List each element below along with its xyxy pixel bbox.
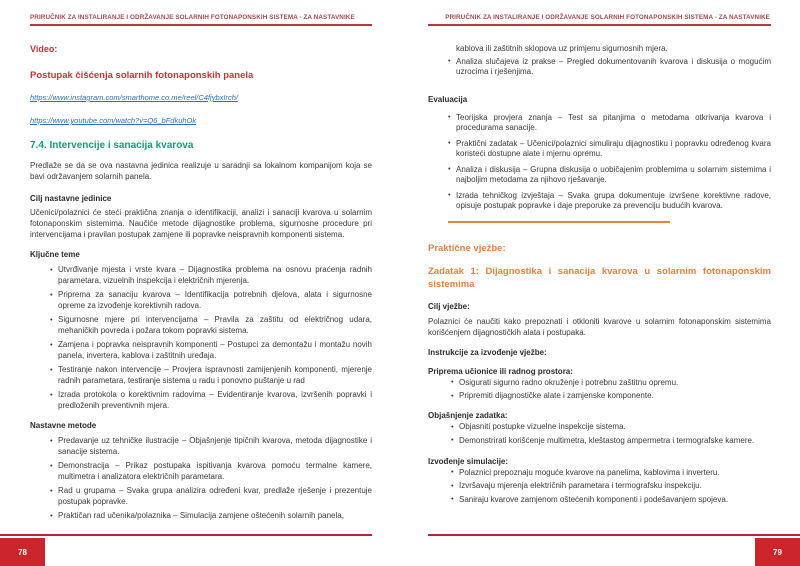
- video-label: Video:: [30, 44, 58, 54]
- page-79-content: [428, 40, 771, 508]
- task-explanation-heading: Objašnjenje zadatka:: [428, 411, 508, 420]
- list-item: • Zamjena i popravka neispravnih komponenti – Postupci za demontažu i montažu novih panela, invertera, kablova i zaštitnih uređaja.: [30, 340, 372, 361]
- running-header: PRIRUČNIK ZA INSTALIRANJE I ODRŽAVANJE SOLARNIH FOTONAPONSKIH SISTEMA - ZA NASTAVNIKE: [30, 14, 355, 21]
- evaluation-heading: Evaluacija: [428, 94, 468, 104]
- list-item: • Objasniti postupke vizuelne inspekcije sistema.: [428, 422, 771, 432]
- goal-heading: Cilj nastavne jedinice: [30, 194, 112, 203]
- teaching-methods-list: [30, 436, 372, 522]
- list-item: • Osigurati sigurno radno okruženje i potrebnu zaštitnu opremu.: [428, 378, 771, 388]
- header-rule: [30, 24, 372, 26]
- header-rule: [428, 24, 771, 26]
- case-analysis-list: [428, 57, 771, 78]
- list-item: • Sigurnosne mjere pri intervencijama – Pravila za zaštitu od električnog udara, mehaničkih povreda i požara tokom popravki sistema.: [30, 315, 372, 336]
- youtube-link[interactable]: https://www.youtube.com/watch?v=Q6_bFdkuhOk: [30, 116, 197, 125]
- key-topics-heading: Ključne teme: [30, 250, 80, 259]
- list-item: • Praktični zadatak – Učenici/polaznici simuliraju dijagnostiku i popravku određenog kvara koristeći dostupne alate i mjernu opremu.: [428, 139, 771, 160]
- list-item: • Demonstrirati korišćenje multimetra, kleštastog ampermetra i termografske kamere.: [428, 436, 771, 446]
- instructions-heading: Instrukcije za izvođenje vježbe:: [428, 347, 547, 357]
- prep-heading: Priprema učionice ili radnog prostora:: [428, 366, 573, 376]
- key-topics-list: [30, 265, 372, 411]
- list-item: • Izvršavaju mjerenja električnih parametara i termografsku inspekciju.: [428, 481, 771, 491]
- list-item: • Izrada tehničkog izvještaja – Svaka grupa dokumentuje izvršene korektivne radove, opisuje postupak popravke i daje preporuke za prevenciju budućih kvarova.: [428, 191, 771, 212]
- list-item: • Pripremiti dijagnostičke alate i zamjenske komponente.: [428, 391, 771, 401]
- teaching-methods-heading: Nastavne metode: [30, 421, 97, 430]
- section-title-7-4: 7.4. Intervencije i sanacija kvarova: [30, 140, 194, 151]
- list-item: • Priprema za sanaciju kvarova – Identifikacija potrebnih djelova, alata i sigurnosne opreme za izvođenje korektivnih radova.: [30, 290, 372, 311]
- footer-rule: [0, 534, 372, 536]
- goal-paragraph: Učenici/polaznici će steći praktična znanja o identifikaciji, analizi i sanaciji kvarova u solarnim fotonaponskim sistemima. Naučiće metode dijagnostike problema, sigurnosne procedure pri intervencijama i pravilan postupak zamjene ili popravke neispravnih komponenti sistema.: [30, 208, 372, 239]
- list-item: • Predavanje uz tehničke ilustracije – Objašnjenje tipičnih kvarova, metoda dijagnostike i sanacije sistema.: [30, 436, 372, 457]
- page-number: 79: [755, 538, 800, 566]
- video-title: Postupak čišćenja solarnih fotonaponskih panela: [30, 70, 254, 81]
- list-item: • Analiza slučajeva iz prakse – Pregled dokumentovanih kvarova i diskusija o mogućim uzrocima i rješenjima.: [428, 57, 771, 78]
- continuation-text: kablova ili zaštitnih sklopova uz primjenu sigurnosnih mjera.: [456, 44, 668, 53]
- list-item: • Izrada protokola o korektivnim radovima – Evidentiranje kvarova, izvršenih popravki i predloženih preventivnih mjera.: [30, 390, 372, 411]
- simulation-list: [428, 468, 771, 505]
- list-item: • Demonstracija – Prikaz postupaka ispitivanja kvarova pomoću termalne kamere, multimetra i analizatora električnih parametara.: [30, 461, 372, 482]
- task-explanation-list: [428, 422, 771, 446]
- simulation-heading: Izvođenje simulacije:: [428, 456, 509, 466]
- exercise-goal-heading: Cilj vježbe:: [428, 301, 470, 311]
- list-item: • Testiranje nakon intervencije – Provjera ispravnosti zamijenjenih komponenti, mjerenje radnih parametara, testiranje sistema u radu i ponovno puštanje u rad: [30, 365, 372, 386]
- list-item: • Polaznici prepoznaju moguće kvarove na panelima, kablovima i inverteru.: [428, 468, 771, 478]
- list-item: • Teorijska provjera znanja – Test sa pitanjima o metodama otkrivanja kvarova i procedurama sanacije.: [428, 113, 771, 134]
- page-number: 78: [0, 538, 45, 566]
- section-divider: [448, 221, 670, 223]
- list-item: • Rad u grupama – Svaka grupa analizira određeni kvar, predlaže rješenje i prezentuje postupak popravke.: [30, 486, 372, 507]
- intro-paragraph: Predlaže se da se ova nastavna jedinica realizuje u saradnji sa lokalnom kompanijom koja se bavi održavanjem solarnih panela.: [30, 161, 372, 181]
- running-header: PRIRUČNIK ZA INSTALIRANJE I ODRŽAVANJE SOLARNIH FOTONAPONSKIH SISTEMA - ZA NASTAVNIKE: [445, 14, 770, 21]
- list-item: • Analiza i diskusija – Grupna diskusija o uobičajenim problemima u solarnim sistemima i najboljim metodama za njihovo rješavanje.: [428, 165, 771, 186]
- list-item: • Utvrđivanje mjesta i vrste kvara – Dijagnostika problema na osnovu praćenja radnih parametara, vizuelnih inspekcija i električnih mjerenja.: [30, 265, 372, 286]
- practice-exercises-heading: Praktične vježbe:: [428, 242, 506, 254]
- exercise-goal-paragraph: Polaznici će naučiti kako prepoznati i otkloniti kvarove u solarnim fotonaponskim sistemima korišćenjem dijagnostičkih alata i postupaka.: [428, 316, 771, 337]
- footer-rule: [428, 534, 800, 536]
- list-item: • Praktičan rad učenika/polaznika – Simulacija zamjene oštećenih solarnih panela,: [30, 511, 372, 522]
- evaluation-list: [428, 113, 771, 212]
- page-79: [400, 0, 800, 566]
- task-1-title: Zadatak 1: Dijagnostika i sanacija kvarova u solarnim fotonaponskim sistemima: [428, 265, 771, 290]
- prep-list: [428, 378, 771, 402]
- page-78-content: [30, 40, 372, 526]
- instagram-link[interactable]: https://www.instagram.com/smarthome.co.me/reel/C4fjybxIrch/: [30, 93, 238, 102]
- list-item: • Saniraju kvarove zamjenom oštećenih komponenti i podešavanjem spojeva.: [428, 495, 771, 505]
